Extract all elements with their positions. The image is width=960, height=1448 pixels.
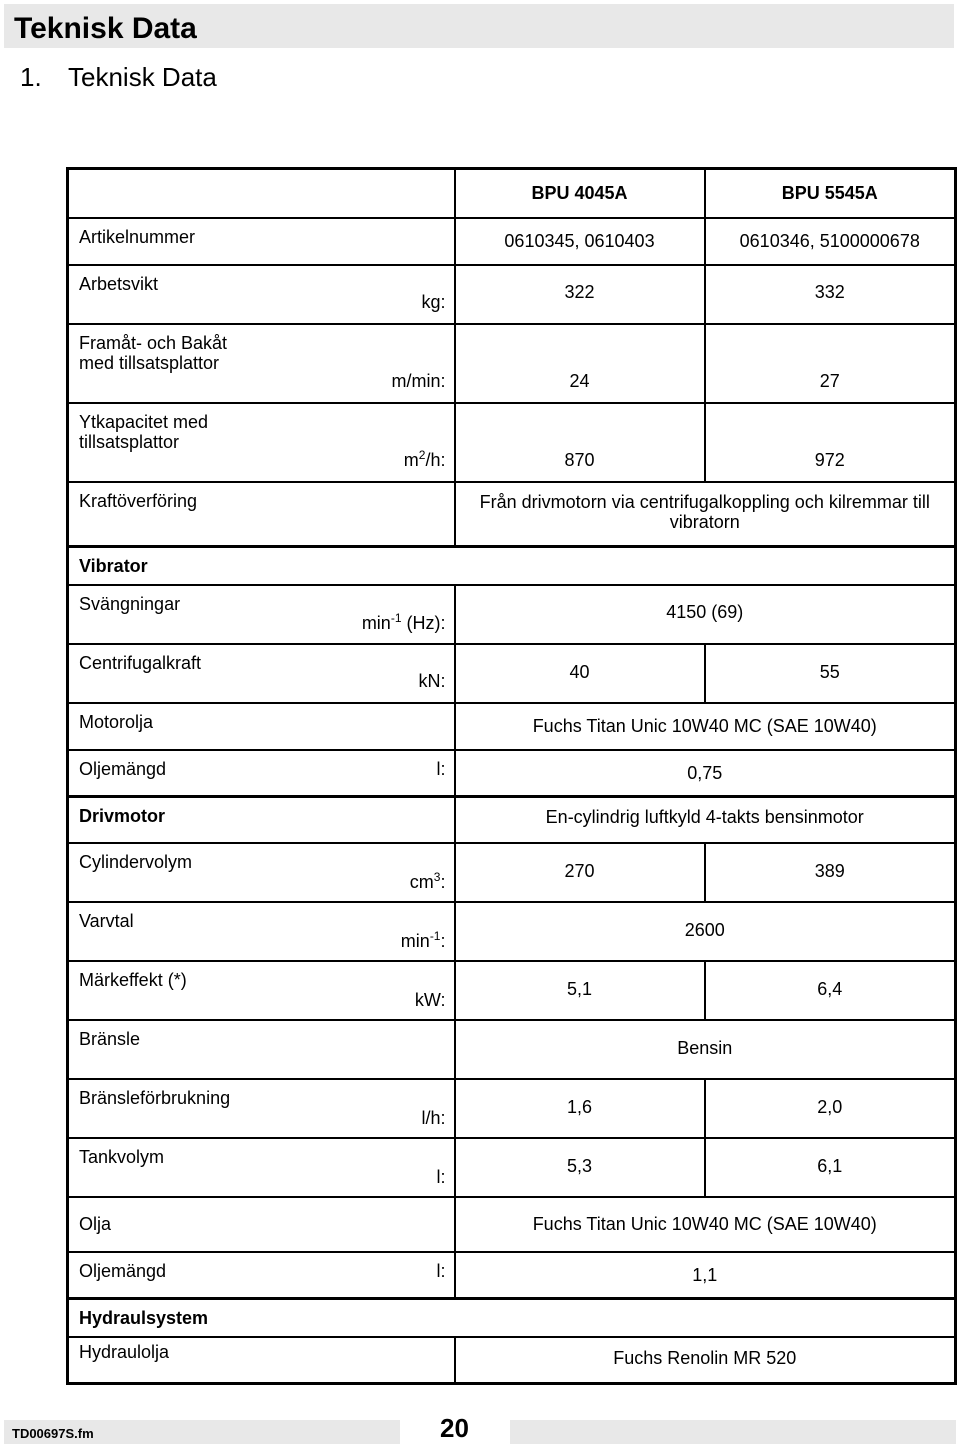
table-row <box>68 1252 956 1299</box>
row-label: Framåt- och Bakåt med tillsatsplattor <box>79 332 228 373</box>
section-label: Vibrator <box>79 556 148 576</box>
technical-data-table <box>66 167 957 1385</box>
row-value: 4150 (69) <box>666 601 744 622</box>
footer-doc-id: TD00697S.fm <box>12 1426 94 1441</box>
row-label: Oljemängd <box>79 1260 167 1281</box>
table-row <box>68 218 956 265</box>
table-row <box>68 1337 956 1384</box>
model-header-1: BPU 4045A <box>455 169 705 218</box>
row-label: Centrifugalkraft <box>79 652 202 673</box>
section-row-vibrator <box>68 547 956 585</box>
table-row <box>68 1079 956 1138</box>
row-value: 0,75 <box>687 762 723 783</box>
row-label: Bränsle <box>79 1028 141 1049</box>
row-label: Olja <box>79 1213 112 1234</box>
row-label: Arbetsvikt <box>79 273 159 294</box>
table-row <box>68 961 956 1020</box>
row-label: Märkeffekt (*) <box>79 969 187 990</box>
table-row <box>68 403 956 482</box>
table-row <box>68 1197 956 1252</box>
row-label: Motorolja <box>79 711 154 732</box>
row-value: 322 <box>564 281 595 302</box>
row-unit: kN: <box>418 670 446 691</box>
row-value: Fuchs Titan Unic 10W40 MC (SAE 10W40) <box>532 1213 877 1234</box>
row-value: 5,1 <box>566 978 593 999</box>
row-unit: l: <box>436 1260 446 1281</box>
row-value: Fuchs Renolin MR 520 <box>613 1347 797 1368</box>
table-row <box>68 644 956 703</box>
row-value: 24 <box>569 370 590 391</box>
row-unit: l: <box>436 1166 446 1187</box>
row-unit: $\min^{-1} (Hz)$: <box>361 610 446 633</box>
table-row <box>68 1020 956 1079</box>
row-unit: l/h: <box>421 1107 446 1128</box>
footer-right-bar <box>510 1420 956 1444</box>
table-row <box>68 265 956 324</box>
row-value: 2600 <box>684 919 725 940</box>
model-header-2: BPU 5545A <box>705 169 956 218</box>
row-label: Tankvolym <box>79 1146 165 1167</box>
section-title: Teknisk Data <box>68 62 217 92</box>
table-row <box>68 324 956 403</box>
footer-left-bar <box>4 1420 400 1444</box>
row-label: Svängningar <box>79 593 181 614</box>
table-row <box>68 843 956 902</box>
row-label: Bränsleförbrukning <box>79 1087 231 1108</box>
page-header-title: Teknisk Data <box>14 12 197 45</box>
row-unit: $m^2/h$: <box>403 447 446 470</box>
row-value: 0610345, 0610403 <box>504 230 655 251</box>
section-heading <box>20 62 217 93</box>
row-value: 972 <box>814 449 845 470</box>
row-unit: kW: <box>414 989 446 1010</box>
row-unit: $\min^{-1}$: <box>400 928 446 951</box>
page-header-bar <box>4 4 954 48</box>
row-value: 1,1 <box>692 1264 718 1285</box>
table-row <box>68 902 956 961</box>
row-value: 270 <box>564 860 595 881</box>
row-value: 870 <box>564 449 595 470</box>
row-value: 40 <box>569 661 590 682</box>
table-header-row <box>68 169 956 218</box>
row-unit: $cm^3$: <box>409 869 446 892</box>
section-number: 1. <box>20 62 42 92</box>
row-value: 332 <box>814 281 845 302</box>
row-value: 1,6 <box>566 1096 593 1117</box>
row-unit: l: <box>436 758 446 779</box>
row-value: 5,3 <box>566 1155 593 1176</box>
row-label: Varvtal <box>79 910 134 931</box>
row-label: Cylindervolym <box>79 851 193 872</box>
row-label: Ytkapacitet med tillsatsplattor <box>79 411 209 452</box>
section-label: Drivmotor <box>79 806 166 826</box>
table-row <box>68 1138 956 1197</box>
row-unit: m/min: <box>391 370 446 391</box>
table-row <box>68 703 956 750</box>
row-value: 2,0 <box>817 1096 843 1117</box>
row-value: 6,1 <box>817 1155 843 1176</box>
page-number: 20 <box>440 1413 469 1443</box>
row-value: 0610346, 5100000678 <box>739 230 920 251</box>
row-label: Oljemängd <box>79 758 167 779</box>
row-value: 55 <box>819 661 840 682</box>
section-row-drivmotor <box>68 797 956 843</box>
section-row-hydraulsystem <box>68 1299 956 1337</box>
row-label: Kraftöverföring <box>79 490 198 511</box>
row-unit: kg: <box>421 291 446 312</box>
row-label: Artikelnummer <box>79 226 196 247</box>
row-label: Hydraulolja <box>79 1341 170 1362</box>
row-value: 27 <box>819 370 840 391</box>
section-label: Hydraulsystem <box>79 1308 209 1328</box>
row-value: En-cylindrig luftkyld 4-takts bensinmotor <box>545 807 864 827</box>
row-value: Bensin <box>677 1037 733 1058</box>
table-row <box>68 482 956 547</box>
row-value: Fuchs Titan Unic 10W40 MC (SAE 10W40) <box>532 715 877 736</box>
table-row <box>68 750 956 797</box>
row-value: 389 <box>814 860 845 881</box>
table-row <box>68 585 956 644</box>
row-value: Från drivmotorn via centrifugalkoppling och kilremmar till vibratorn <box>479 491 930 532</box>
row-value: 6,4 <box>817 978 843 999</box>
